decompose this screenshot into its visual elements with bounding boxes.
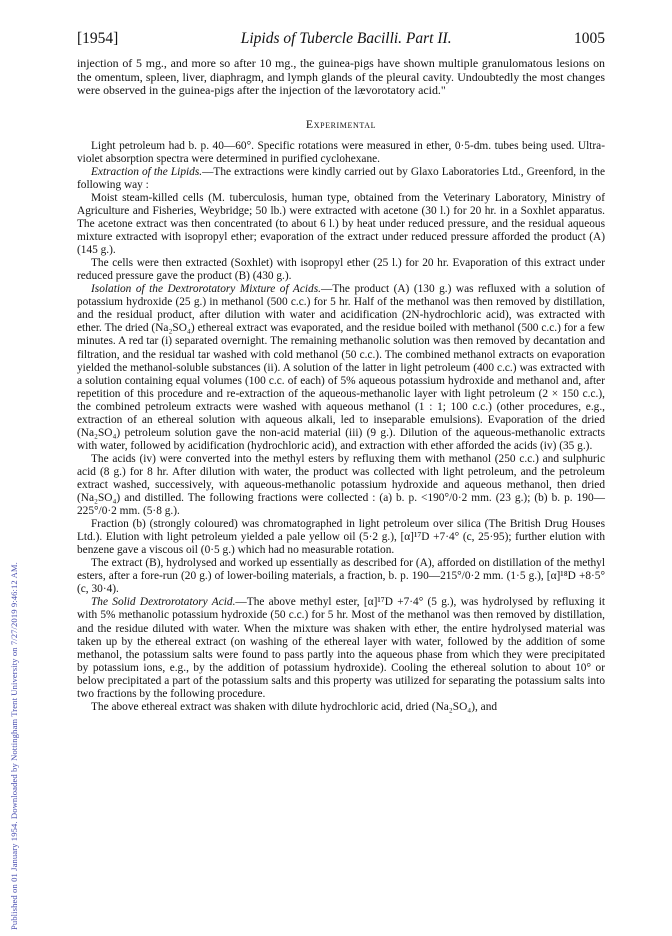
run-in-heading: Extraction of the Lipids. — [91, 165, 203, 178]
paragraph: The Solid Dextrorotatory Acid.—The above methyl ester, [α]¹⁷D +7·4° (5 g.), was hydrolysed by refluxing it with 5% methanolic potassium hydroxide (50 c.c.) for 5 hr. Most of the methanol was then removed by distillation, and the residue diluted with water. When the mixture was shaken with ether, the entire hydrolysed material was taken up by the ethereal extract (on washing of the ethereal layer with water, followed by the addition of some methanol, the potassium salts were found to pass partly into the aqueous phase from which they were precipitated by potassium ions, e.g., by the addition of potassium hydroxide). Cooling the ethereal solution to about 10° or below precipitated a part of the potassium salts and this property was utilized for separating the potassium salts into two fractions by the following procedure. — [77, 596, 605, 700]
paragraph: Extraction of the Lipids.—The extractions were kindly carried out by Glaxo Laboratories Ltd., Greenford, in the following way : — [77, 165, 605, 191]
paragraph: The above ethereal extract was shaken with dilute hydrochloric acid, dried (Na₂SO₄), and — [91, 700, 498, 713]
download-watermark-text: Published on 01 January 1954. Downloaded by Nottingham Trent University on 7/27/2019 9:46:12 AM. — [9, 562, 19, 930]
intro-paragraph: injection of 5 mg., and more so after 10 mg., the guinea-pigs have shown multiple granulomatous lesions on the omentum, spleen, liver, diaphragm, and lymph glands of the pleural cavity. Undoubtedly the most changes were observed in the guinea-pigs after the injection of the lævorotatory acid." — [77, 56, 605, 98]
running-header — [77, 30, 605, 48]
paragraph: Moist steam-killed cells (M. tuberculosis, human type, obtained from the Veterinary Laboratory, Ministry of Agriculture and Fisheries, Weybridge; 50 lb.) were extracted with acetone (30 l.) for 20 hr. in a Soxhlet apparatus. The acetone extract was then concentrated (to about 6 l.) by heat under reduced pressure, and the residual aqueous mixture extracted with isopropyl ether; evaporation of the extract under reduced pressure afforded the product (A) (145 g.). — [77, 191, 605, 257]
run-in-heading: The Solid Dextrorotatory Acid. — [91, 596, 236, 609]
header-year: [1954] — [77, 30, 119, 47]
section-heading-experimental: Experimental — [305, 116, 377, 131]
paragraph: Fraction (b) (strongly coloured) was chromatographed in light petroleum over silica (The British Drug Houses Ltd.). Elution with light petroleum yielded a pale yellow oil (5·2 g.), [α]¹⁷D +7·4° (c, 25·95); further elution with benzene gave a viscous oil (0·5 g.) which had no measurable rotation. — [77, 518, 605, 557]
download-watermark — [2, 150, 19, 930]
run-in-heading: Isolation of the Dextrorotatory Mixture of Acids. — [91, 283, 321, 296]
paragraph: The extract (B), hydrolysed and worked up essentially as described for (A), afforded on distillation of the methyl esters, after a fore-run (20 g.) of lower-boiling materials, a fraction, b. p. 190—215°/0·2 mm. (1·5 g.), [α]¹⁸D +8·5° (c, 30·4). — [77, 557, 605, 596]
header-title: Lipids of Tubercle Bacilli. Part II. — [240, 30, 452, 47]
paragraph: The cells were then extracted (Soxhlet) with isopropyl ether (25 l.) for 20 hr. Evaporation of this extract under reduced pressure gave the product (B) (430 g.). — [77, 257, 605, 283]
article-body — [77, 57, 605, 714]
paragraph: Light petroleum had b. p. 40—60°. Specific rotations were measured in ether, 0·5-dm. tubes being used. Ultra-violet absorption spectra were determined in purified cyclohexane. — [77, 139, 605, 165]
journal-page — [77, 30, 605, 714]
paragraph: Isolation of the Dextrorotatory Mixture of Acids.—The product (A) (130 g.) was refluxed with a solution of potassium hydroxide (25 g.) in methanol (500 c.c.) for 5 hr. Half of the methanol was then removed by distillation, and the residual product, after dilution with water and acidification (2N-hydrochloric acid), was extracted with ether. The dried (Na₂SO₄) ethereal extract was evaporated, and the residue boiled with methanol (500 c.c.) for a few minutes. A red tar (i) separated overnight. The remaining methanolic solution was then removed by decantation and filtration, and the residual tar washed with cold methanol (50 c.c.). The combined methanol extracts on evaporation yielded the methanol-soluble substances (ii). A solution of the latter in light petroleum (400 c.c.) was extracted with a solution containing equal volumes (100 c.c. of each) of 5% aqueous potassium hydroxide and methanol and, after repetition of this procedure and re-extraction of the aqueous-methanolic layer with light petroleum (2 × 150 c.c.), the combined petroleum extracts were washed with aqueous methanol (1 : 1; 100 c.c.) (other procedures, e.g., extraction of an ethereal solution with aqueous alkali, led to inseparable emulsions). Evaporation of the dried (Na₂SO₄) petroleum solution gave the non-acid material (iii) (9 g.). Dilution of the aqueous-methanolic extracts with water, followed by acidification (hydrochloric acid), and extraction with ether afforded the acids (iv) (35 g.). — [77, 283, 605, 452]
paragraph: The acids (iv) were converted into the methyl esters by refluxing them with methanol (250 c.c.) and sulphuric acid (8 g.) for 8 hr. After dilution with water, the product was collected with light petroleum, and the petroleum extract washed, successively, with aqueous-methanolic potassium hydroxide and aqueous methanol, then dried (Na₂SO₄) and distilled. The following fractions were collected : (a) b. p. <190°/0·2 mm. (23 g.); (b) b. p. 190—225°/0·2 mm. (5·8 g.). — [77, 452, 605, 518]
header-page-number: 1005 — [574, 30, 605, 47]
